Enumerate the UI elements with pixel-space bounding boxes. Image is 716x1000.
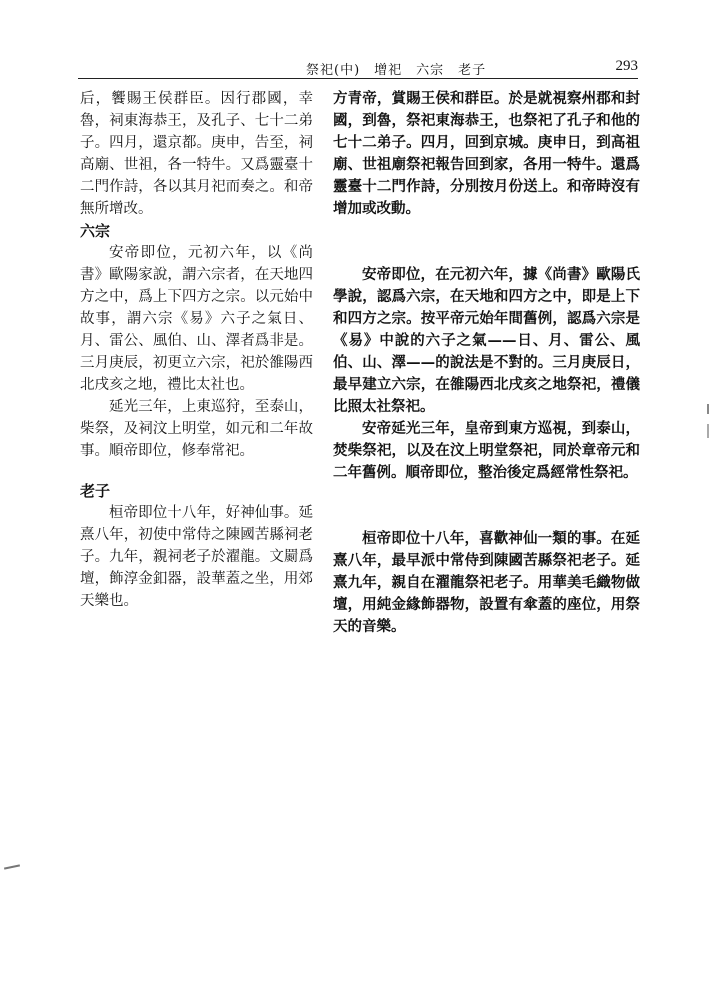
section-heading-liuzong: 六宗 <box>80 222 111 240</box>
original-paragraph: 后，饗賜王侯群臣。因行郡國，幸魯，祠東海恭王，及孔子、七十二弟子。四月，還京都。庚申，告至，祠高廟、世祖，各一特牛。又爲靈臺十二門作詩，各以其月祀而奏之。和帝無所增改。 <box>80 91 313 217</box>
original-text-column <box>80 88 313 612</box>
page-number: 293 <box>615 58 638 74</box>
translation-paragraph: 桓帝即位十八年，喜歡神仙一類的事。在延熹八年，最早派中常侍到陳國苦縣祭祀老子。延熹九年，親自在濯龍祭祀老子。用華美毛織物做壇，用純金緣飾器物，設置有傘蓋的座位，用祭天的音樂。 <box>333 530 640 635</box>
translation-paragraph: 安帝即位，在元初六年，據《尚書》歐陽氏學說，認爲六宗，在天地和四方之中，即是上下和四方之宗。按平帝元始年間舊例，認爲六宗是《易》中說的六子之氣——日、月、雷公、風伯、山、澤——的說法是不對的。三月庚辰日，最早建立六宗，在雒陽西北戌亥之地祭祀，禮儀比照太社祭祀。 <box>333 266 640 415</box>
running-header <box>78 56 638 79</box>
translation-column <box>333 88 640 638</box>
running-title: 祭祀(中) 增祀 六宗 老子 <box>306 63 487 78</box>
scan-artifact <box>4 864 20 869</box>
scan-artifact <box>707 404 709 414</box>
translation-paragraph: 安帝延光三年，皇帝到東方巡視，到泰山，焚柴祭祀，以及在汶上明堂祭祀，同於章帝元和二年舊例。順帝即位，整治後定爲經常性祭祀。 <box>333 420 640 481</box>
original-paragraph: 延光三年，上東巡狩，至泰山，柴祭，及祠汶上明堂，如元和二年故事。順帝即位，修奉常祀。 <box>80 399 313 459</box>
original-paragraph: 安帝即位，元初六年，以《尚書》歐陽家說，謂六宗者，在天地四方之中，爲上下四方之宗。以元始中故事，謂六宗《易》六子之氣日、月、雷公、風伯、山、澤者爲非是。三月庚辰，初更立六宗，祀於雒陽西北戌亥之地，禮比太社也。 <box>80 245 313 393</box>
translation-paragraph: 方青帝，賞賜王侯和群臣。於是就視察州郡和封國，到魯，祭祀東海恭王，也祭祀了孔子和他的七十二弟子。四月，回到京城。庚申日，到高祖廟、世祖廟祭祀報告回到家，各用一特牛。還爲靈臺十二門作詩，分別按月份送上。和帝時沒有增加或改動。 <box>333 90 640 217</box>
scan-artifact <box>707 424 709 438</box>
spacer <box>333 220 640 264</box>
section-heading-laozi: 老子 <box>80 482 111 500</box>
spacer <box>333 484 640 528</box>
original-paragraph: 桓帝即位十八年，好神仙事。延熹八年，初使中常侍之陳國苦縣祠老子。九年，親祠老子於濯龍。文罽爲壇，飾淳金釦器，設華蓋之坐，用郊天樂也。 <box>80 505 313 609</box>
